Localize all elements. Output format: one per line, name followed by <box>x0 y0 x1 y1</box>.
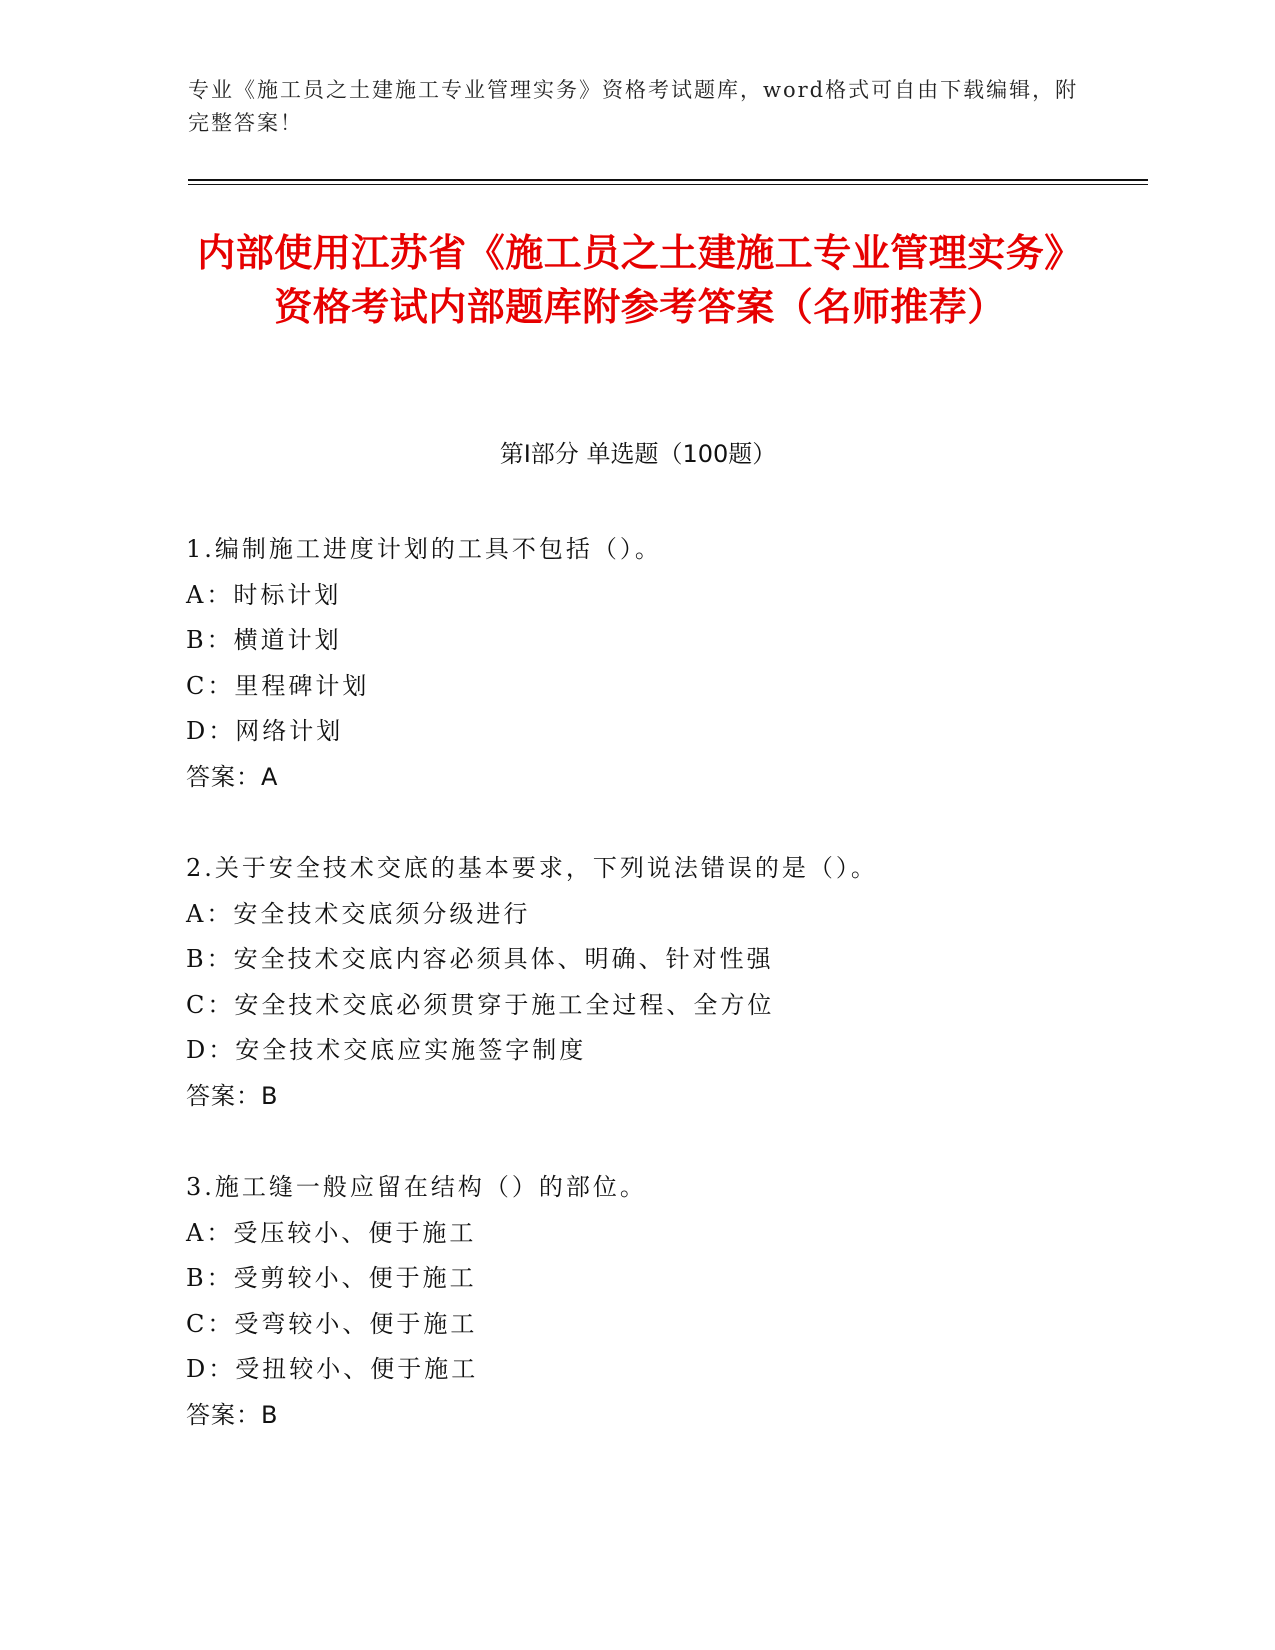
header-rule-thick <box>188 179 1148 181</box>
option-b: B：安全技术交底内容必须具体、明确、针对性强 <box>186 945 774 973</box>
option-a: A：受压较小、便于施工 <box>186 1218 477 1247</box>
option-d: D：受扭较小、便于施工 <box>186 1355 479 1383</box>
option-b: B：受剪较小、便于施工 <box>186 1264 477 1292</box>
option-c: C：里程碑计划 <box>186 671 370 700</box>
header-rule-thin <box>188 184 1148 185</box>
section-title: 第I部分 单选题（100题） <box>499 440 777 468</box>
option-a: A：安全技术交底须分级进行 <box>186 899 531 928</box>
option-d: D：安全技术交底应实施签字制度 <box>186 1036 587 1064</box>
option-c: C：受弯较小、便于施工 <box>186 1309 478 1338</box>
document-title: 内部使用江苏省《施工员之土建施工专业管理实务》资格考试内部题库附参考答案（名师推荐） <box>197 231 1083 329</box>
option-d: D：网络计划 <box>186 717 344 745</box>
option-c: C：安全技术交底必须贯穿于施工全过程、全方位 <box>186 990 775 1019</box>
answer: 答案：B <box>186 1400 279 1429</box>
option-b: B：横道计划 <box>186 626 342 654</box>
question-stem: 2.关于安全技术交底的基本要求，下列说法错误的是（）。 <box>186 854 878 882</box>
question-list <box>186 527 1086 1484</box>
answer: 答案：B <box>186 1081 279 1110</box>
question-stem: 1.编制施工进度计划的工具不包括（）。 <box>186 535 662 563</box>
question-3 <box>186 1165 1086 1438</box>
header-note: 专业《施工员之土建施工专业管理实务》资格考试题库，word格式可自由下载编辑，附完整答案！ <box>188 78 1079 135</box>
option-a: A：时标计划 <box>186 580 342 609</box>
question-2 <box>186 846 1086 1119</box>
answer: 答案：A <box>186 762 279 791</box>
question-1 <box>186 527 1086 800</box>
question-stem: 3.施工缝一般应留在结构（）的部位。 <box>186 1173 647 1201</box>
